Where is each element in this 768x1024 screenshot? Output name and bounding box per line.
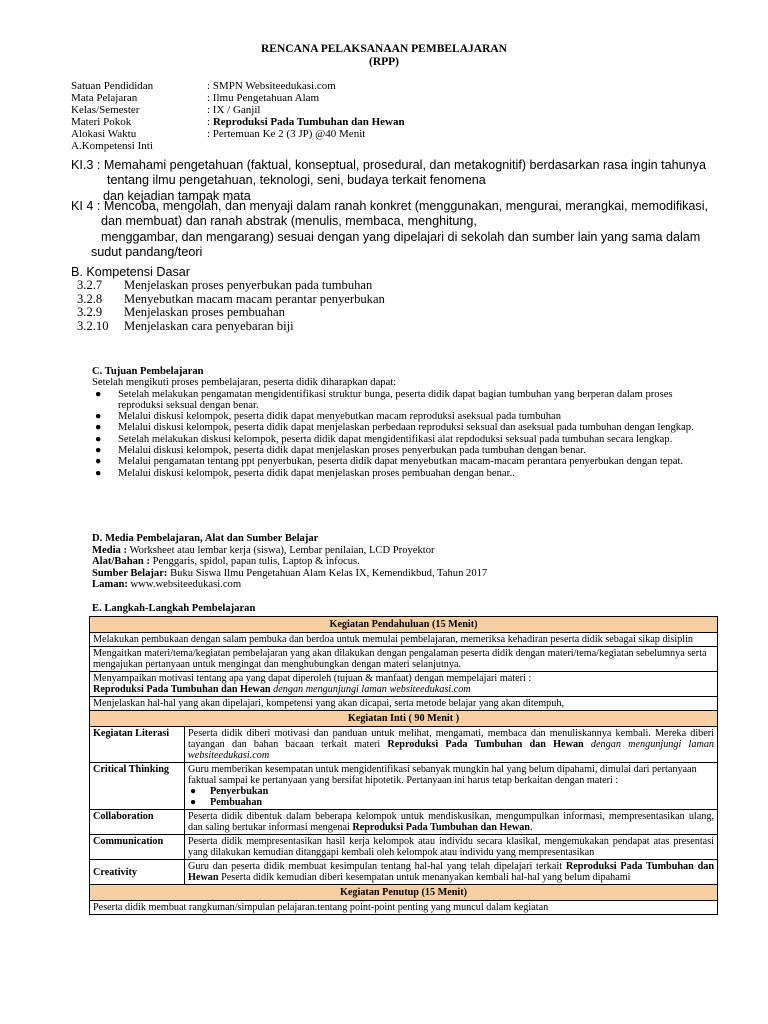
objective-item: ● Melalui pengamatan tentang ppt penyerbukan, peserta didik dapat menyebutkan macam-macam perantara penyerbukan dengan tepat. — [95, 456, 684, 468]
material-item: ● Pembuahan — [190, 797, 263, 808]
identity-label: Mata Pelajaran — [71, 92, 138, 104]
section-a-heading: A.Kompetensi Inti — [71, 140, 153, 152]
bullet-icon: ● — [95, 411, 102, 423]
identity-label: Materi Pokok — [71, 116, 132, 128]
ki3-line: dan kejadian tampak mata — [103, 188, 251, 203]
table-row — [90, 810, 718, 835]
ki3-line: tentang ilmu pengetahuan, teknologi, seni, budaya terkait fenomena — [107, 173, 486, 188]
table-row — [90, 617, 718, 633]
identity-value: : IX / Ganjil — [207, 104, 261, 116]
identity-row — [71, 128, 365, 140]
bullet-icon: ● — [95, 445, 102, 457]
section-d — [92, 533, 732, 591]
identity-value: : Ilmu Pengetahuan Alam — [207, 92, 320, 104]
objective-item: ● Melalui diskusi kelompok, peserta didik dapat menjelaskan proses pembuahan dengan benar.. — [95, 467, 515, 479]
material-item: ● Penyerbukan — [190, 786, 269, 797]
pendahuluan-step: Menjelaskan hal-hal yang akan dipelajari, kompetensi yang akan dicapai, serta metode belajar yang akan ditempuh, — [90, 697, 718, 711]
table-row — [90, 697, 718, 711]
table-row — [90, 860, 718, 885]
penutup-step: Peserta didik membuat rangkuman/simpulan pelajaran.tentang point-point penting yang muncul dalam kegiatan — [90, 901, 718, 915]
identity-row — [71, 116, 405, 128]
table-row — [90, 763, 718, 810]
ki4-line: KI 4 : Mencoba, mengolah, dan menyaji dalam ranah konkret (menggunakan, mengurai, merangkai, memodifikasi, — [71, 199, 709, 213]
ki4-line: sudut pandang/teori — [91, 244, 203, 259]
activity-description: Peserta didik mempresentasikan hasil kerja kelompok atau individu secara klasikal, mengemukakan pendapat atas presentasi yang dilakukan kemudian ditanggapi kembali oleh kelompok atau individu yang mempresentasikan — [185, 835, 718, 860]
section-d-heading: D. Media Pembelajaran, Alat dan Sumber Belajar — [92, 533, 319, 544]
penutup-header: Kegiatan Penutup (15 Menit) — [90, 885, 718, 901]
table-row — [90, 727, 718, 763]
identity-label: Satuan Pendididan — [71, 80, 154, 92]
identity-value: : Pertemuan Ke 2 (3 JP) @40 Menit — [207, 128, 366, 140]
objective-item: ● Setelah melakukan diskusi kelompok, peserta didik dapat mengidentifikasi alat repdoduksi seksual pada tumbuhan secara lengkap. — [95, 433, 673, 445]
section-b-heading: B. Kompetensi Dasar — [71, 265, 190, 279]
identity-row — [71, 104, 260, 116]
bullet-icon: ● — [95, 467, 102, 479]
activity-description: Peserta didik dibentuk dalam beberapa kelompok untuk mendiskusikan, mengumpulkan informasi, mempresentasikan ulang, dan saling bertukar informasi mengenai Reproduksi Pada Tumbuhan dan Hewan. — [185, 810, 718, 835]
bullet-icon: ● — [95, 422, 102, 434]
bullet-icon: ● — [190, 797, 197, 808]
activity-description: Peserta didik diberi motivasi dan panduan untuk melihat, mengamati, membaca dan menuliskannya kembali. Mereka diberi tayangan dan bahan bacaan terkait materi Reproduksi Pada Tumbuhan dan Hewan dengan mengunjungi laman websiteedukasi.com — [185, 727, 718, 763]
table-row — [90, 901, 718, 915]
kd-item: 3.2.10 Menjelaskan cara penyebaran biji — [77, 318, 294, 333]
activity-description: Guru memberikan kesempatan untuk mengidentifikasi sebanyak mungkin hal yang belum dipahami, dimulai dari pertanyaan faktual sampai ke pertanyaan yang bersifat hipotetik. Pertanyaan ini harus tetap berkaitan dengan materi : ● Penyerbukan ● Pembuahan — [185, 763, 718, 810]
bullet-icon: ● — [95, 388, 102, 400]
inti-header: Kegiatan Inti ( 90 Menit ) — [90, 711, 718, 727]
ki4-block — [71, 199, 741, 260]
table-row — [90, 647, 718, 672]
ki4-line: menggambar, dan mengarang) sesuai dengan yang dipelajari di sekolah dan sumber lain yang sama dalam — [101, 229, 701, 244]
section-c — [92, 366, 717, 479]
activity-label: Kegiatan Literasi — [90, 727, 185, 763]
bullet-icon: ● — [190, 786, 197, 797]
pendahuluan-step: Mengaitkan materi/tema/kegiatan pembelajaran yang akan dilakukan dengan pengalaman peserta didik dengan materi/tema/kegiatan sebelumnya serta mengajukan pertanyaan untuk mengingat dan menghubungkan dengan materi selanjutnya. — [90, 647, 718, 672]
objective-item: ● Melalui diskusi kelompok, peserta didik dapat menjelaskan perbedaan reproduksi seksual dan aseksual pada tumbuhan dengan lengkap. — [95, 422, 694, 434]
table-row — [90, 885, 718, 901]
activity-description: Guru dan peserta didik membuat kesimpulan tentang hal-hal yang telah dipelajari terkait Reproduksi Pada Tumbuhan dan Hewan Peserta didik kemudian diberi kesempatan untuk menanyakan kembali hal-hal yang belum dipahami — [185, 860, 718, 885]
pendahuluan-step: Melakukan pembukaan dengan salam pembuka dan berdoa untuk memulai pembelajaran, memeriksa kehadiran peserta didik sebagai sikap disiplin — [90, 633, 718, 647]
table-row — [90, 633, 718, 647]
ki3-block — [71, 158, 741, 204]
table-row — [90, 711, 718, 727]
bullet-icon: ● — [95, 456, 102, 468]
steps-table — [89, 616, 718, 915]
activity-label: Critical Thinking — [90, 763, 185, 810]
kd-item: 3.2.7 Menjelaskan proses penyerbukan pada tumbuhan — [77, 278, 373, 292]
identity-value-prefix: : — [207, 116, 213, 128]
section-c-heading: C. Tujuan Pembelajaran — [92, 366, 204, 377]
identity-value: Reproduksi Pada Tumbuhan dan Hewan — [212, 116, 405, 128]
document-subtitle: (RPP) — [368, 56, 399, 68]
pendahuluan-step: Menyampaikan motivasi tentang apa yang dapat diperoleh (tujuan & manfaat) dengan mempelajari materi : Reproduksi Pada Tumbuhan dan Hewan dengan mengunjungi laman websiteedukasi.com — [90, 672, 718, 697]
document-title: RENCANA PELAKSANAAN PEMBELAJARAN — [261, 43, 507, 55]
bullet-icon: ● — [95, 433, 102, 445]
kd-item: 3.2.8 Menyebutkan macam macam perantar penyerbukan — [77, 291, 385, 306]
ki3-line: KI.3 : Memahami pengetahuan (faktual, konseptual, prosedural, dan metakognitif) berdasarkan rasa ingin tahunya — [71, 158, 706, 172]
pendahuluan-header: Kegiatan Pendahuluan (15 Menit) — [90, 617, 718, 633]
objective-item: ● Melalui diskusi kelompok, peserta didik dapat menjelaskan proses penyerbukan pada tumbuhan dengan benar. — [95, 445, 586, 457]
table-row — [90, 672, 718, 697]
laman-line: Laman: www.websiteedukasi.com — [92, 579, 242, 591]
identity-row — [71, 92, 319, 104]
identity-row — [71, 80, 336, 92]
kd-item: 3.2.9 Menjelaskan proses pembuahan — [77, 305, 285, 319]
sumber-line: Sumber Belajar: Buku Siswa Ilmu Pengetahuan Alam Kelas IX, Kemendikbud, Tahun 2017 — [92, 567, 488, 579]
alat-line: Alat/Bahan : Penggaris, spidol, papan tulis, Laptop & infocus. — [92, 556, 360, 568]
media-line: Media : Worksheet atau lembar kerja (siswa), Lembar penilaian, LCD Proyektor — [92, 544, 435, 556]
kd-list — [71, 279, 385, 333]
section-c-intro: Setelah mengikuti proses pembelajaran, peserta didik diharapkan dapat: — [92, 377, 397, 389]
identity-label: Alokasi Waktu — [71, 128, 137, 140]
table-row — [90, 835, 718, 860]
activity-label: Collaboration — [90, 810, 185, 835]
ki4-line: dan membuat) dan ranah abstrak (menulis, membaca, menghitung, — [101, 214, 477, 229]
objective-item: ● Setelah melakukan pengamatan mengidentifikasi struktur bunga, peserta didik dapat bagian tumbuhan yang berperan dalam proses reproduksi seksual dengan benar. — [95, 388, 673, 411]
activity-label: Communication — [90, 835, 185, 860]
objective-item: ● Melalui diskusi kelompok, peserta didik dapat menyebutkan macam reproduksi aseksual pada tumbuhan — [95, 411, 562, 423]
activity-label: Creativity — [90, 860, 185, 885]
identity-label: Kelas/Semester — [71, 104, 140, 116]
section-e-heading: E. Langkah-Langkah Pembelajaran — [92, 603, 256, 614]
identity-value: : SMPN Websiteedukasi.com — [207, 80, 336, 92]
